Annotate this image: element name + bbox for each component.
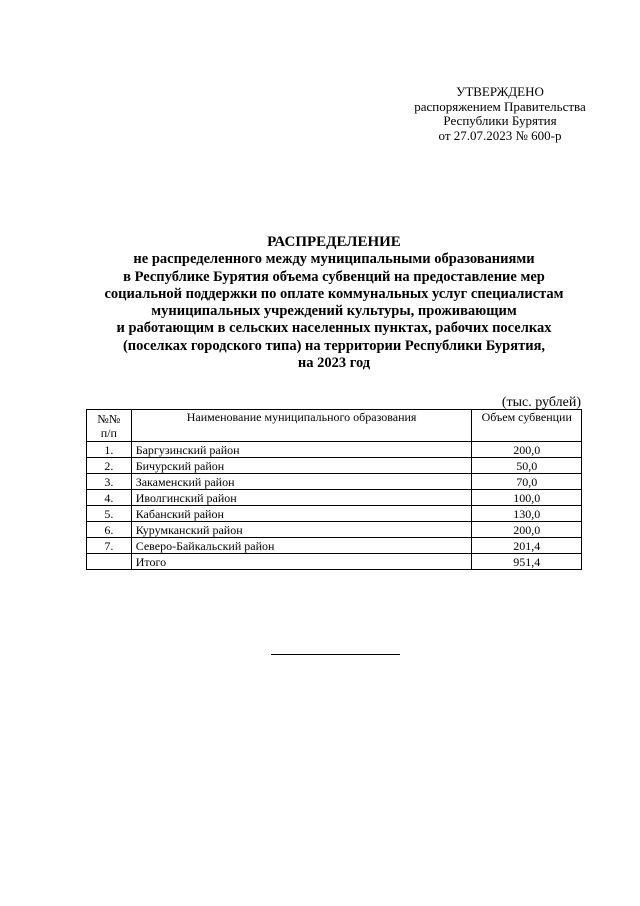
subvention-value: 200,0 (472, 442, 582, 458)
table-header-row (87, 410, 582, 442)
distribution-table (86, 409, 582, 570)
row-number: 4. (87, 490, 132, 506)
subvention-value: 130,0 (472, 506, 582, 522)
municipality-name: Закаменский район (131, 474, 472, 490)
row-number: 5. (87, 506, 132, 522)
title-line: (поселках городского типа) на территории Республики Бурятия, (122, 337, 546, 354)
closing-rule (271, 654, 400, 655)
title-heading: РАСПРЕДЕЛЕНИЕ (267, 234, 401, 250)
table-total-row (87, 554, 582, 570)
approval-authority: распоряжением Правительства (414, 98, 586, 114)
municipality-name: Иволгинский район (131, 490, 472, 506)
subvention-value: 200,0 (472, 522, 582, 538)
approval-region: Республики Бурятия (443, 113, 557, 128)
title-line: не распределенного между муниципальными образованиями (133, 251, 535, 268)
municipality-name: Северо-Байкальский район (131, 538, 472, 554)
title-line: на 2023 год (297, 355, 371, 372)
title-line: муниципальных учреждений культуры, проживающим (151, 303, 517, 320)
row-number: 6. (87, 522, 132, 538)
municipality-name: Бичурский район (131, 458, 472, 474)
total-number (87, 554, 132, 570)
municipality-name: Кабанский район (131, 506, 472, 522)
column-header-value: Объем субвенции (472, 410, 582, 442)
table-row (87, 522, 582, 538)
municipality-name: Курумканский район (131, 522, 472, 538)
row-number: 2. (87, 458, 132, 474)
approval-date-number: от 27.07.2023 № 600-р (438, 127, 562, 143)
column-header-number-line1: №№ (97, 411, 121, 426)
subvention-value: 50,0 (472, 458, 582, 474)
approval-stamp (400, 85, 600, 143)
title-line: и работающим в сельских населенных пунктах, рабочих поселках (116, 320, 552, 337)
title-line: социальной поддержки по оплате коммунальных услуг специалистам (104, 285, 564, 302)
units-label: (тыс. рублей) (501, 395, 581, 410)
document-title (60, 234, 608, 372)
table-row (87, 442, 582, 458)
row-number: 1. (87, 442, 132, 458)
subvention-value: 201,4 (472, 538, 582, 554)
total-value: 951,4 (472, 554, 582, 570)
column-header-name: Наименование муниципального образования (131, 410, 472, 442)
title-line: в Республике Бурятия объема субвенций на предоставление мер (123, 268, 545, 285)
table-row (87, 538, 582, 554)
column-header-number-line2: п/п (100, 425, 117, 440)
total-label: Итого (131, 554, 472, 570)
table-row (87, 490, 582, 506)
subvention-value: 100,0 (472, 490, 582, 506)
municipality-name: Баргузинский район (131, 442, 472, 458)
approval-title: УТВЕРЖДЕНО (456, 84, 544, 99)
subvention-value: 70,0 (472, 474, 582, 490)
table-row (87, 506, 582, 522)
column-header-number (87, 410, 132, 442)
row-number: 3. (87, 474, 132, 490)
table-row (87, 458, 582, 474)
row-number: 7. (87, 538, 132, 554)
table-row (87, 474, 582, 490)
